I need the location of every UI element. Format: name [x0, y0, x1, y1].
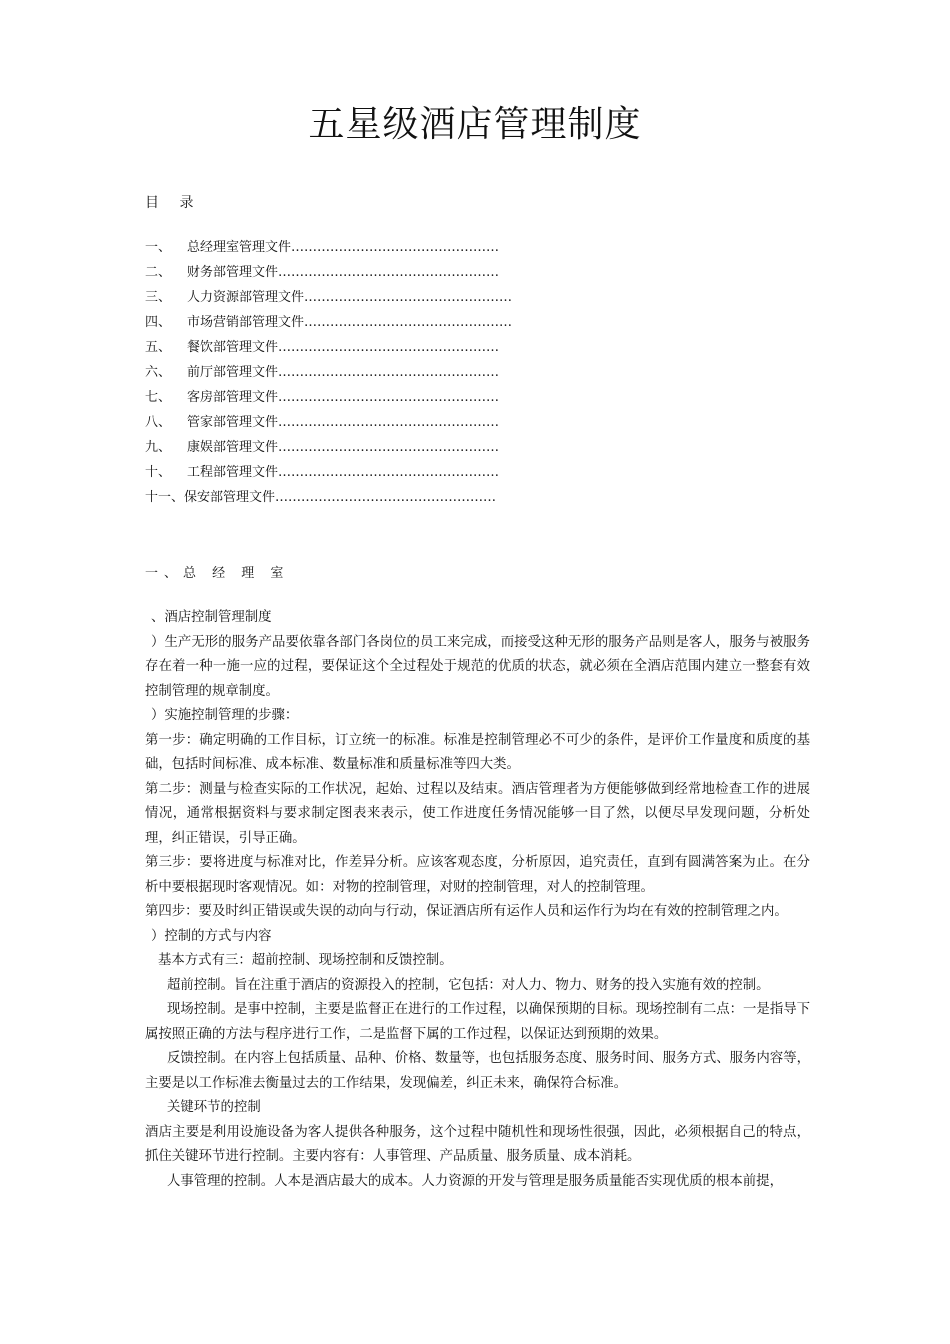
toc-entry-leader: ……………………………………………	[278, 340, 500, 355]
toc-entry	[145, 363, 545, 388]
body-paragraph: 超前控制。旨在注重于酒店的资源投入的控制，它包括：对人力、物力、财务的投入实施有效的控制。	[167, 977, 770, 993]
toc-entry-number: 十、	[145, 465, 172, 480]
toc-entry-leader: ……………………………………………	[278, 390, 500, 405]
toc-heading: 目 录	[145, 195, 202, 211]
body-paragraph: 人事管理的控制。人本是酒店最大的成本。人力资源的开发与管理是服务质量能否实现优质的根本前提，	[167, 1173, 783, 1189]
table-of-contents	[145, 238, 545, 513]
toc-entry-leader: ……………………………………………	[278, 265, 500, 280]
toc-entry	[145, 338, 545, 363]
body-paragraph: 第二步：测量与检查实际的工作状况，起始、过程以及结束。酒店管理者为方便能够做到经常地检查工作的进展情况，通常根据资料与要求制定图表来表示，使工作进度任务情况能够一目了然，以便尽早发现问题，分析处理，纠正错误，引导正确。	[145, 781, 810, 846]
toc-entry-label: 前厅部管理文件	[187, 365, 279, 380]
toc-entry-label: 餐饮部管理文件	[187, 340, 279, 355]
toc-entry-number: 五、	[145, 340, 172, 355]
toc-entry-leader: ……………………………………………	[278, 365, 500, 380]
toc-entry-leader: ……………………………………………	[278, 465, 500, 480]
toc-entry	[145, 313, 545, 338]
toc-entry-number: 七、	[145, 390, 172, 405]
toc-entry-number: 六、	[145, 365, 172, 380]
toc-entry-leader: ……………………………………………	[275, 490, 497, 505]
toc-entry-label: 市场营销部管理文件	[187, 315, 305, 330]
body-paragraph: 酒店主要是利用设施设备为客人提供各种服务，这个过程中随机性和现场性很强，因此，必须根据自己的特点，抓住关键环节进行控制。主要内容有：人事管理、产品质量、服务质量、成本消耗。	[145, 1124, 810, 1164]
toc-entry-label: 财务部管理文件	[187, 265, 279, 280]
toc-entry	[145, 488, 545, 513]
toc-entry-leader: …………………………………………	[304, 315, 513, 330]
body-paragraph: ）控制的方式与内容	[151, 928, 272, 944]
toc-entry	[145, 388, 545, 413]
toc-entry	[145, 438, 545, 463]
body-paragraph: 第三步：要将进度与标准对比，作差异分析。应该客观态度，分析原因，追究责任，直到有圆满答案为止。在分析中要根据现时客观情况。如：对物的控制管理，对财的控制管理，对人的控制管理。	[145, 855, 810, 895]
toc-entry-label: 管家部管理文件	[187, 415, 279, 430]
toc-entry-number: 十一、	[145, 490, 185, 505]
body-paragraph: ）生产无形的服务产品要依靠各部门各岗位的员工来完成，而接受这种无形的服务产品则是客人，服务与被服务存在着一种一施一应的过程，要保证这个全过程处于规范的优质的状态，就必须在全酒店范围内建立一整套有效控制管理的规章制度。	[145, 634, 810, 699]
body-paragraph: 现场控制。是事中控制，主要是监督正在进行的工作过程，以确保预期的目标。现场控制有二点：一是指导下属按照正确的方法与程序进行工作，二是监督下属的工作过程，以保证达到预期的效果。	[145, 1002, 810, 1042]
toc-entry-number: 二、	[145, 265, 172, 280]
toc-entry-label: 工程部管理文件	[187, 465, 279, 480]
toc-entry-number: 九、	[145, 440, 172, 455]
body-paragraph: 基本方式有三：超前控制、现场控制和反馈控制。	[158, 953, 453, 968]
toc-entry-leader: …………………………………………	[304, 290, 513, 305]
toc-entry-label: 总经理室管理文件	[187, 240, 292, 255]
body-paragraph: 第四步：要及时纠正错误或失误的动向与行动，保证酒店所有运作人员和运作行为均在有效的控制管理之内。	[145, 904, 788, 919]
toc-entry-leader: ……………………………………………	[278, 415, 500, 430]
toc-entry-leader: …………………………………………	[291, 240, 500, 255]
toc-entry	[145, 463, 545, 488]
toc-entry-number: 四、	[145, 315, 172, 330]
toc-entry-label: 保安部管理文件	[184, 490, 276, 505]
toc-entry-label: 人力资源部管理文件	[187, 290, 305, 305]
body-paragraph: 关键环节的控制	[167, 1100, 261, 1115]
toc-entry-label: 康娱部管理文件	[187, 440, 279, 455]
toc-entry	[145, 288, 545, 313]
document-body	[145, 606, 810, 1194]
toc-entry	[145, 263, 545, 288]
toc-entry-number: 三、	[145, 290, 172, 305]
toc-entry-number: 一、	[145, 240, 172, 255]
body-paragraph: 第一步：确定明确的工作目标，订立统一的标准。标准是控制管理必不可少的条件，是评价工作量度和质度的基础，包括时间标准、成本标准、数量标准和质量标准等四大类。	[145, 732, 810, 772]
document-title: 五星级酒店管理制度	[308, 104, 642, 145]
toc-entry-label: 客房部管理文件	[187, 390, 279, 405]
body-paragraph: 反馈控制。在内容上包括质量、品种、价格、数量等，也包括服务态度、服务时间、服务方式、服务内容等，主要是以工作标准去衡量过去的工作结果，发现偏差，纠正未来，确保符合标准。	[145, 1051, 810, 1091]
section-heading: 一、总 经 理 室	[145, 566, 290, 581]
subsection-heading: 、酒店控制管理制度	[151, 610, 272, 625]
toc-entry-leader: ……………………………………………	[278, 440, 500, 455]
body-paragraph: ）实施控制管理的步骤：	[151, 708, 299, 723]
toc-entry	[145, 238, 545, 263]
toc-entry	[145, 413, 545, 438]
toc-entry-number: 八、	[145, 415, 172, 430]
